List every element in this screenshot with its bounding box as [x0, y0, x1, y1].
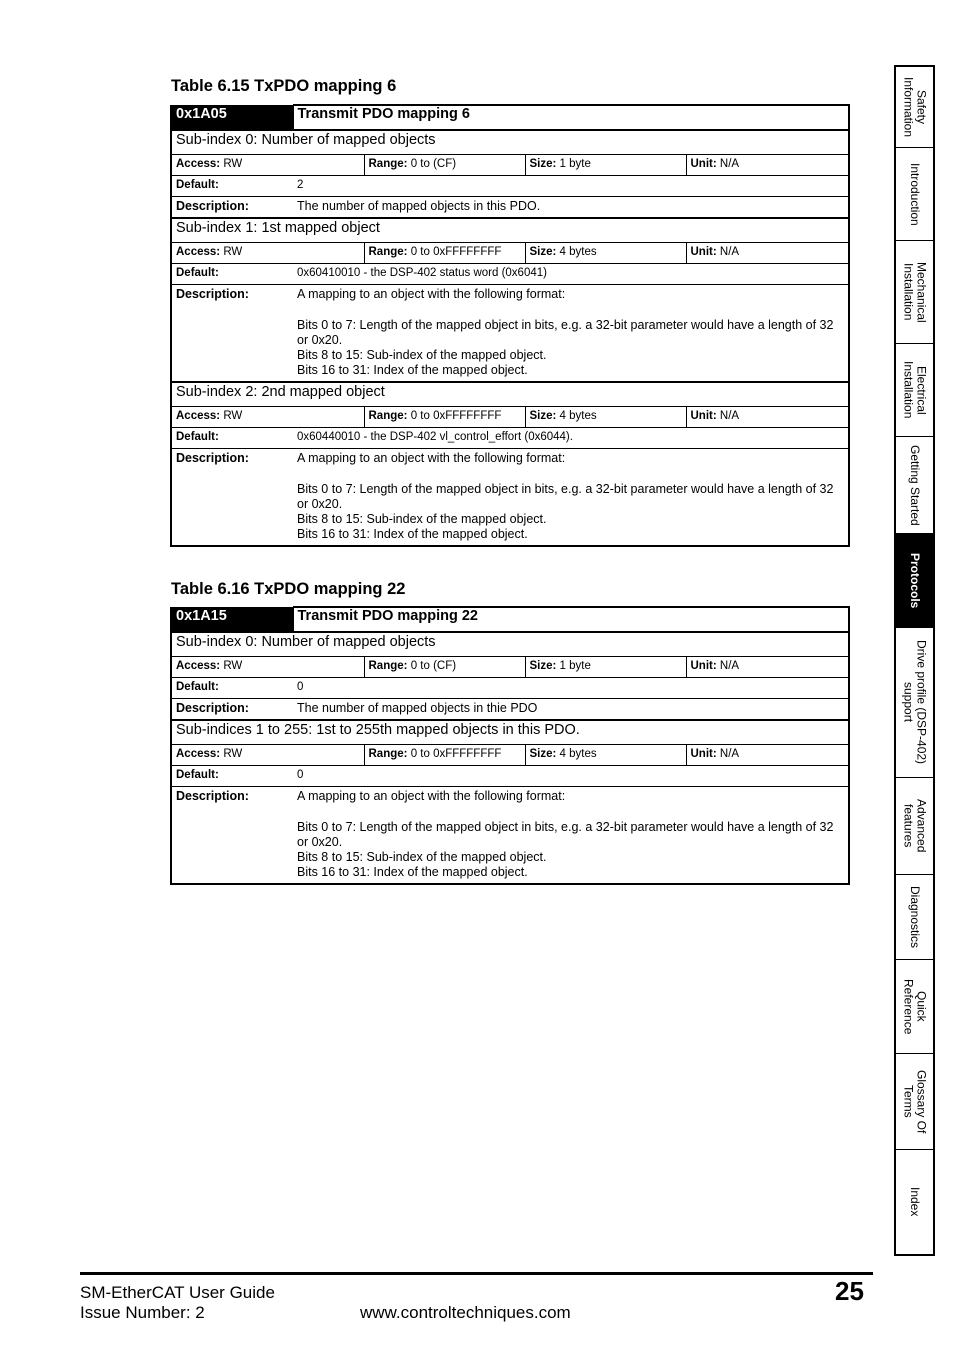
- description-text: A mapping to an object with the following format: Bits 0 to 7: Length of the mapped object in bits, e.g. a 32-bit parameter would have a length of 32 or 0x20. Bits 8 to 15: Sub-index of the mapped object. Bits 16 to 31: Index of the mapped object.: [293, 787, 849, 885]
- tab-protocols[interactable]: Protocols: [896, 534, 933, 628]
- access-cell: Access: RW: [171, 155, 364, 176]
- default-label: Default:: [171, 264, 293, 285]
- unit-cell: Unit: N/A: [686, 155, 849, 176]
- object-name: Transmit PDO mapping 6: [293, 105, 849, 130]
- tab-safety-information[interactable]: Safety Information: [896, 67, 933, 148]
- description-text: A mapping to an object with the following format: Bits 0 to 7: Length of the mapped object in bits, e.g. a 32-bit parameter would have a length of 32 or 0x20. Bits 8 to 15: Sub-index of the mapped object. Bits 16 to 31: Index of the mapped object.: [293, 449, 849, 547]
- unit-cell: Unit: N/A: [686, 243, 849, 264]
- range-cell: Range: 0 to (CF): [364, 657, 525, 678]
- default-value: 0x60440010 - the DSP-402 vl_control_effort (0x6044).: [293, 428, 849, 449]
- sub-index-title: Sub-indices 1 to 255: 1st to 255th mapped objects in this PDO.: [171, 720, 849, 745]
- tab-diagnostics[interactable]: Diagnostics: [896, 875, 933, 960]
- description-text: The number of mapped objects in thie PDO: [293, 699, 849, 721]
- range-cell: Range: 0 to 0xFFFFFFFF: [364, 243, 525, 264]
- access-cell: Access: RW: [171, 657, 364, 678]
- page-number: 25: [835, 1276, 864, 1306]
- table-caption: Table 6.15 TxPDO mapping 6: [171, 77, 397, 95]
- default-value: 2: [293, 176, 849, 197]
- unit-cell: Unit: N/A: [686, 407, 849, 428]
- tab-quick-reference[interactable]: Quick Reference: [896, 960, 933, 1054]
- access-cell: Access: RW: [171, 407, 364, 428]
- description-label: Description:: [171, 449, 293, 547]
- range-cell: Range: 0 to 0xFFFFFFFF: [364, 407, 525, 428]
- range-cell: Range: 0 to (CF): [364, 155, 525, 176]
- sub-index-title: Sub-index 2: 2nd mapped object: [171, 382, 849, 407]
- unit-cell: Unit: N/A: [686, 657, 849, 678]
- default-label: Default:: [171, 678, 293, 699]
- sub-index-title: Sub-index 1: 1st mapped object: [171, 218, 849, 243]
- tab-mechanical-installation[interactable]: Mechanical Installation: [896, 241, 933, 344]
- footer-guide-title: SM-EtherCAT User Guide: [80, 1283, 275, 1302]
- size-cell: Size: 4 bytes: [525, 745, 686, 766]
- size-cell: Size: 4 bytes: [525, 407, 686, 428]
- footer-rule: [80, 1272, 873, 1275]
- default-value: 0: [293, 766, 849, 787]
- footer-website: www.controltechniques.com: [360, 1303, 571, 1322]
- chapter-tabs: [894, 65, 935, 1256]
- object-index: 0x1A15: [171, 607, 293, 632]
- default-value: 0: [293, 678, 849, 699]
- description-label: Description:: [171, 699, 293, 721]
- size-cell: Size: 4 bytes: [525, 243, 686, 264]
- table-caption: Table 6.16 TxPDO mapping 22: [171, 580, 406, 598]
- description-label: Description:: [171, 787, 293, 885]
- description-label: Description:: [171, 197, 293, 219]
- default-label: Default:: [171, 176, 293, 197]
- object-index: 0x1A05: [171, 105, 293, 130]
- tab-introduction[interactable]: Introduction: [896, 148, 933, 241]
- pdo-table: [170, 606, 850, 885]
- default-label: Default:: [171, 428, 293, 449]
- description-label: Description:: [171, 285, 293, 383]
- range-cell: Range: 0 to 0xFFFFFFFF: [364, 745, 525, 766]
- description-text: A mapping to an object with the following format: Bits 0 to 7: Length of the mapped object in bits, e.g. a 32-bit parameter would have a length of 32 or 0x20. Bits 8 to 15: Sub-index of the mapped object. Bits 16 to 31: Index of the mapped object.: [293, 285, 849, 383]
- description-text: The number of mapped objects in this PDO.: [293, 197, 849, 219]
- tab-advanced-features[interactable]: Advanced features: [896, 778, 933, 875]
- access-cell: Access: RW: [171, 745, 364, 766]
- sub-index-title: Sub-index 0: Number of mapped objects: [171, 130, 849, 155]
- size-cell: Size: 1 byte: [525, 155, 686, 176]
- size-cell: Size: 1 byte: [525, 657, 686, 678]
- tab-drive-profile[interactable]: Drive profile (DSP-402) support: [896, 628, 933, 778]
- unit-cell: Unit: N/A: [686, 745, 849, 766]
- sub-index-title: Sub-index 0: Number of mapped objects: [171, 632, 849, 657]
- pdo-table: [170, 104, 850, 547]
- tab-getting-started[interactable]: Getting Started: [896, 437, 933, 534]
- object-name: Transmit PDO mapping 22: [293, 607, 849, 632]
- footer-issue-number: Issue Number: 2: [80, 1303, 205, 1322]
- access-cell: Access: RW: [171, 243, 364, 264]
- tab-glossary-of-terms[interactable]: Glossary Of Terms: [896, 1054, 933, 1150]
- default-value: 0x60410010 - the DSP-402 status word (0x6041): [293, 264, 849, 285]
- default-label: Default:: [171, 766, 293, 787]
- tab-index[interactable]: Index: [908, 1187, 922, 1217]
- tab-electrical-installation[interactable]: Electrical Installation: [896, 344, 933, 437]
